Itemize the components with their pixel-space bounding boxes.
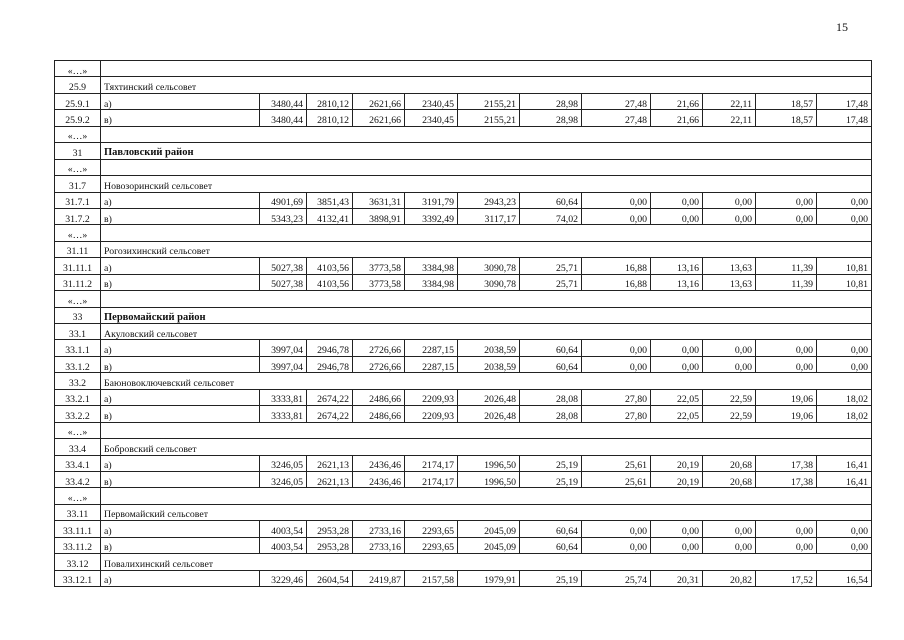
value-cell: 60,64 <box>520 356 582 372</box>
row-code: 31.7.2 <box>55 208 101 224</box>
row-code: 33.1.1 <box>55 340 101 356</box>
value-cell: 2174,17 <box>405 471 458 487</box>
row-label: а) <box>101 340 260 356</box>
row-code: «…» <box>55 488 101 504</box>
table-row-ellipsis <box>55 291 872 307</box>
value-cell: 2209,93 <box>405 389 458 405</box>
value-cell: 2953,28 <box>307 521 353 537</box>
value-cell: 13,16 <box>651 274 703 290</box>
value-cell: 18,57 <box>756 93 817 109</box>
value-cell: 19,06 <box>756 406 817 422</box>
value-cell: 2045,09 <box>458 537 520 553</box>
row-label: а) <box>101 521 260 537</box>
row-label: а) <box>101 570 260 586</box>
row-code: 33 <box>55 307 101 323</box>
value-cell: 2946,78 <box>307 356 353 372</box>
value-cell: 2287,15 <box>405 340 458 356</box>
row-label: а) <box>101 389 260 405</box>
row-code: «…» <box>55 422 101 438</box>
row-code: «…» <box>55 159 101 175</box>
table-row-data <box>55 537 872 553</box>
row-code: 33.4 <box>55 439 101 455</box>
table-row-data <box>55 274 872 290</box>
settlement-name: Рогозихинский сельсовет <box>101 241 872 257</box>
table-row-ellipsis <box>55 225 872 241</box>
row-code: 33.11 <box>55 504 101 520</box>
value-cell: 16,54 <box>817 570 872 586</box>
row-label: в) <box>101 537 260 553</box>
value-cell: 2155,21 <box>458 93 520 109</box>
row-code: 25.9.1 <box>55 93 101 109</box>
value-cell: 21,66 <box>651 93 703 109</box>
value-cell: 2038,59 <box>458 356 520 372</box>
value-cell: 2436,46 <box>353 455 405 471</box>
value-cell: 22,11 <box>703 110 756 126</box>
value-cell: 25,19 <box>520 455 582 471</box>
table-row-data <box>55 471 872 487</box>
value-cell: 20,68 <box>703 455 756 471</box>
value-cell: 25,19 <box>520 570 582 586</box>
row-code: «…» <box>55 291 101 307</box>
table-row-section <box>55 241 872 257</box>
value-cell: 5343,23 <box>260 208 307 224</box>
value-cell: 2674,22 <box>307 389 353 405</box>
value-cell: 5027,38 <box>260 258 307 274</box>
value-cell: 2340,45 <box>405 93 458 109</box>
value-cell: 4103,56 <box>307 274 353 290</box>
value-cell: 2157,58 <box>405 570 458 586</box>
value-cell: 3631,31 <box>353 192 405 208</box>
value-cell: 4103,56 <box>307 258 353 274</box>
value-cell: 16,88 <box>582 274 651 290</box>
value-cell: 2674,22 <box>307 406 353 422</box>
value-cell: 60,64 <box>520 340 582 356</box>
value-cell: 21,66 <box>651 110 703 126</box>
row-code: 33.1 <box>55 324 101 340</box>
empty-cell <box>101 488 872 504</box>
table-row-section <box>55 504 872 520</box>
value-cell: 16,41 <box>817 455 872 471</box>
value-cell: 0,00 <box>582 340 651 356</box>
value-cell: 0,00 <box>582 356 651 372</box>
value-cell: 0,00 <box>817 537 872 553</box>
value-cell: 16,88 <box>582 258 651 274</box>
value-cell: 25,71 <box>520 274 582 290</box>
value-cell: 3229,46 <box>260 570 307 586</box>
value-cell: 2946,78 <box>307 340 353 356</box>
value-cell: 2726,66 <box>353 340 405 356</box>
value-cell: 2486,66 <box>353 389 405 405</box>
value-cell: 10,81 <box>817 274 872 290</box>
table-row-data <box>55 93 872 109</box>
value-cell: 2486,66 <box>353 406 405 422</box>
value-cell: 5027,38 <box>260 274 307 290</box>
row-code: 33.11.1 <box>55 521 101 537</box>
value-cell: 2293,65 <box>405 521 458 537</box>
value-cell: 3117,17 <box>458 208 520 224</box>
value-cell: 2155,21 <box>458 110 520 126</box>
value-cell: 0,00 <box>817 340 872 356</box>
row-code: 31.7.1 <box>55 192 101 208</box>
value-cell: 60,64 <box>520 521 582 537</box>
value-cell: 3191,79 <box>405 192 458 208</box>
value-cell: 0,00 <box>756 192 817 208</box>
value-cell: 2293,65 <box>405 537 458 553</box>
value-cell: 3333,81 <box>260 406 307 422</box>
value-cell: 2419,87 <box>353 570 405 586</box>
value-cell: 3384,98 <box>405 274 458 290</box>
value-cell: 60,64 <box>520 537 582 553</box>
value-cell: 3246,05 <box>260 455 307 471</box>
value-cell: 0,00 <box>817 521 872 537</box>
table-row-data <box>55 406 872 422</box>
value-cell: 0,00 <box>703 521 756 537</box>
value-cell: 2621,66 <box>353 93 405 109</box>
value-cell: 4132,41 <box>307 208 353 224</box>
value-cell: 2621,13 <box>307 455 353 471</box>
value-cell: 2038,59 <box>458 340 520 356</box>
value-cell: 0,00 <box>817 208 872 224</box>
value-cell: 0,00 <box>703 208 756 224</box>
value-cell: 22,59 <box>703 406 756 422</box>
value-cell: 0,00 <box>651 356 703 372</box>
value-cell: 0,00 <box>703 356 756 372</box>
value-cell: 3246,05 <box>260 471 307 487</box>
value-cell: 2209,93 <box>405 406 458 422</box>
value-cell: 2810,12 <box>307 110 353 126</box>
value-cell: 0,00 <box>651 521 703 537</box>
empty-cell <box>101 61 872 77</box>
table-row-heading <box>55 143 872 159</box>
value-cell: 2733,16 <box>353 521 405 537</box>
value-cell: 3480,44 <box>260 110 307 126</box>
value-cell: 2174,17 <box>405 455 458 471</box>
row-code: 31.11.2 <box>55 274 101 290</box>
value-cell: 0,00 <box>756 537 817 553</box>
table-row-data <box>55 192 872 208</box>
row-code: 31.11 <box>55 241 101 257</box>
table-row-data <box>55 455 872 471</box>
value-cell: 20,82 <box>703 570 756 586</box>
value-cell: 0,00 <box>703 192 756 208</box>
value-cell: 17,38 <box>756 455 817 471</box>
table-row-data <box>55 208 872 224</box>
value-cell: 27,48 <box>582 110 651 126</box>
value-cell: 27,48 <box>582 93 651 109</box>
row-code: «…» <box>55 61 101 77</box>
row-code: 33.4.1 <box>55 455 101 471</box>
value-cell: 3773,58 <box>353 274 405 290</box>
table-row-ellipsis <box>55 422 872 438</box>
value-cell: 13,63 <box>703 274 756 290</box>
value-cell: 25,74 <box>582 570 651 586</box>
table-row-ellipsis <box>55 159 872 175</box>
value-cell: 0,00 <box>817 356 872 372</box>
value-cell: 2953,28 <box>307 537 353 553</box>
value-cell: 19,06 <box>756 389 817 405</box>
value-cell: 2026,48 <box>458 389 520 405</box>
tariff-table <box>54 60 872 587</box>
value-cell: 2733,16 <box>353 537 405 553</box>
value-cell: 3480,44 <box>260 93 307 109</box>
value-cell: 0,00 <box>582 192 651 208</box>
table-row-data <box>55 356 872 372</box>
row-code: 33.2.2 <box>55 406 101 422</box>
value-cell: 3898,91 <box>353 208 405 224</box>
value-cell: 18,57 <box>756 110 817 126</box>
value-cell: 18,02 <box>817 389 872 405</box>
table-row-ellipsis <box>55 61 872 77</box>
table-row-data <box>55 521 872 537</box>
row-label: а) <box>101 455 260 471</box>
district-heading: Павловский район <box>101 143 872 159</box>
empty-cell <box>101 422 872 438</box>
table-row-section <box>55 77 872 93</box>
row-code: 33.12 <box>55 554 101 570</box>
value-cell: 0,00 <box>756 340 817 356</box>
value-cell: 17,38 <box>756 471 817 487</box>
value-cell: 18,02 <box>817 406 872 422</box>
value-cell: 28,08 <box>520 406 582 422</box>
value-cell: 0,00 <box>651 340 703 356</box>
value-cell: 3773,58 <box>353 258 405 274</box>
value-cell: 13,63 <box>703 258 756 274</box>
value-cell: 0,00 <box>703 537 756 553</box>
value-cell: 20,19 <box>651 471 703 487</box>
value-cell: 2436,46 <box>353 471 405 487</box>
empty-cell <box>101 291 872 307</box>
value-cell: 11,39 <box>756 258 817 274</box>
row-code: 31.11.1 <box>55 258 101 274</box>
row-code: 33.2 <box>55 373 101 389</box>
value-cell: 2621,13 <box>307 471 353 487</box>
value-cell: 1979,91 <box>458 570 520 586</box>
table-row-ellipsis <box>55 488 872 504</box>
value-cell: 2287,15 <box>405 356 458 372</box>
value-cell: 17,48 <box>817 93 872 109</box>
row-label: а) <box>101 192 260 208</box>
table-row-section <box>55 439 872 455</box>
value-cell: 0,00 <box>817 192 872 208</box>
value-cell: 60,64 <box>520 192 582 208</box>
value-cell: 74,02 <box>520 208 582 224</box>
value-cell: 0,00 <box>756 356 817 372</box>
value-cell: 2943,23 <box>458 192 520 208</box>
value-cell: 17,48 <box>817 110 872 126</box>
table-row-data <box>55 570 872 586</box>
value-cell: 22,05 <box>651 389 703 405</box>
value-cell: 25,19 <box>520 471 582 487</box>
table-row-data <box>55 340 872 356</box>
table-row-data <box>55 258 872 274</box>
table-row-section <box>55 554 872 570</box>
value-cell: 0,00 <box>582 521 651 537</box>
row-code: 33.12.1 <box>55 570 101 586</box>
value-cell: 0,00 <box>582 208 651 224</box>
value-cell: 3333,81 <box>260 389 307 405</box>
row-code: 33.2.1 <box>55 389 101 405</box>
page-number: 15 <box>836 20 848 34</box>
value-cell: 3384,98 <box>405 258 458 274</box>
value-cell: 0,00 <box>756 521 817 537</box>
value-cell: 20,68 <box>703 471 756 487</box>
row-code: «…» <box>55 225 101 241</box>
settlement-name: Бобровский сельсовет <box>101 439 872 455</box>
value-cell: 25,61 <box>582 471 651 487</box>
value-cell: 3997,04 <box>260 356 307 372</box>
value-cell: 20,19 <box>651 455 703 471</box>
value-cell: 3392,49 <box>405 208 458 224</box>
row-label: в) <box>101 471 260 487</box>
settlement-name: Баюновоключевский сельсовет <box>101 373 872 389</box>
table-row-section <box>55 176 872 192</box>
value-cell: 0,00 <box>582 537 651 553</box>
value-cell: 16,41 <box>817 471 872 487</box>
row-code: «…» <box>55 126 101 142</box>
row-code: 33.4.2 <box>55 471 101 487</box>
value-cell: 27,80 <box>582 406 651 422</box>
value-cell: 28,08 <box>520 389 582 405</box>
value-cell: 17,52 <box>756 570 817 586</box>
table-row-section <box>55 324 872 340</box>
empty-cell <box>101 126 872 142</box>
value-cell: 0,00 <box>651 208 703 224</box>
row-code: 31 <box>55 143 101 159</box>
value-cell: 3090,78 <box>458 258 520 274</box>
value-cell: 20,31 <box>651 570 703 586</box>
table-row-ellipsis <box>55 126 872 142</box>
value-cell: 3090,78 <box>458 274 520 290</box>
row-label: в) <box>101 110 260 126</box>
empty-cell <box>101 159 872 175</box>
value-cell: 22,05 <box>651 406 703 422</box>
value-cell: 13,16 <box>651 258 703 274</box>
table-row-section <box>55 373 872 389</box>
row-label: в) <box>101 208 260 224</box>
row-code: 33.11.2 <box>55 537 101 553</box>
value-cell: 3851,43 <box>307 192 353 208</box>
row-label: а) <box>101 93 260 109</box>
row-code: 31.7 <box>55 176 101 192</box>
value-cell: 11,39 <box>756 274 817 290</box>
row-code: 25.9 <box>55 77 101 93</box>
value-cell: 4003,54 <box>260 521 307 537</box>
value-cell: 28,98 <box>520 93 582 109</box>
value-cell: 0,00 <box>703 340 756 356</box>
value-cell: 1996,50 <box>458 455 520 471</box>
value-cell: 2340,45 <box>405 110 458 126</box>
value-cell: 27,80 <box>582 389 651 405</box>
value-cell: 0,00 <box>756 208 817 224</box>
table-row-data <box>55 389 872 405</box>
table-row-data <box>55 110 872 126</box>
value-cell: 4003,54 <box>260 537 307 553</box>
row-label: а) <box>101 258 260 274</box>
table-row-heading <box>55 307 872 323</box>
settlement-name: Повалихинский сельсовет <box>101 554 872 570</box>
settlement-name: Новозоринский сельсовет <box>101 176 872 192</box>
value-cell: 22,11 <box>703 93 756 109</box>
value-cell: 10,81 <box>817 258 872 274</box>
empty-cell <box>101 225 872 241</box>
value-cell: 4901,69 <box>260 192 307 208</box>
table-body <box>55 61 872 587</box>
value-cell: 3997,04 <box>260 340 307 356</box>
value-cell: 28,98 <box>520 110 582 126</box>
settlement-name: Первомайский сельсовет <box>101 504 872 520</box>
value-cell: 2026,48 <box>458 406 520 422</box>
settlement-name: Акуловский сельсовет <box>101 324 872 340</box>
row-label: в) <box>101 406 260 422</box>
value-cell: 2604,54 <box>307 570 353 586</box>
value-cell: 1996,50 <box>458 471 520 487</box>
settlement-name: Тяхтинский сельсовет <box>101 77 872 93</box>
value-cell: 2621,66 <box>353 110 405 126</box>
value-cell: 2810,12 <box>307 93 353 109</box>
value-cell: 25,71 <box>520 258 582 274</box>
row-label: в) <box>101 356 260 372</box>
district-heading: Первомайский район <box>101 307 872 323</box>
value-cell: 2726,66 <box>353 356 405 372</box>
value-cell: 2045,09 <box>458 521 520 537</box>
row-label: в) <box>101 274 260 290</box>
value-cell: 22,59 <box>703 389 756 405</box>
row-code: 25.9.2 <box>55 110 101 126</box>
value-cell: 0,00 <box>651 537 703 553</box>
value-cell: 0,00 <box>651 192 703 208</box>
row-code: 33.1.2 <box>55 356 101 372</box>
value-cell: 25,61 <box>582 455 651 471</box>
